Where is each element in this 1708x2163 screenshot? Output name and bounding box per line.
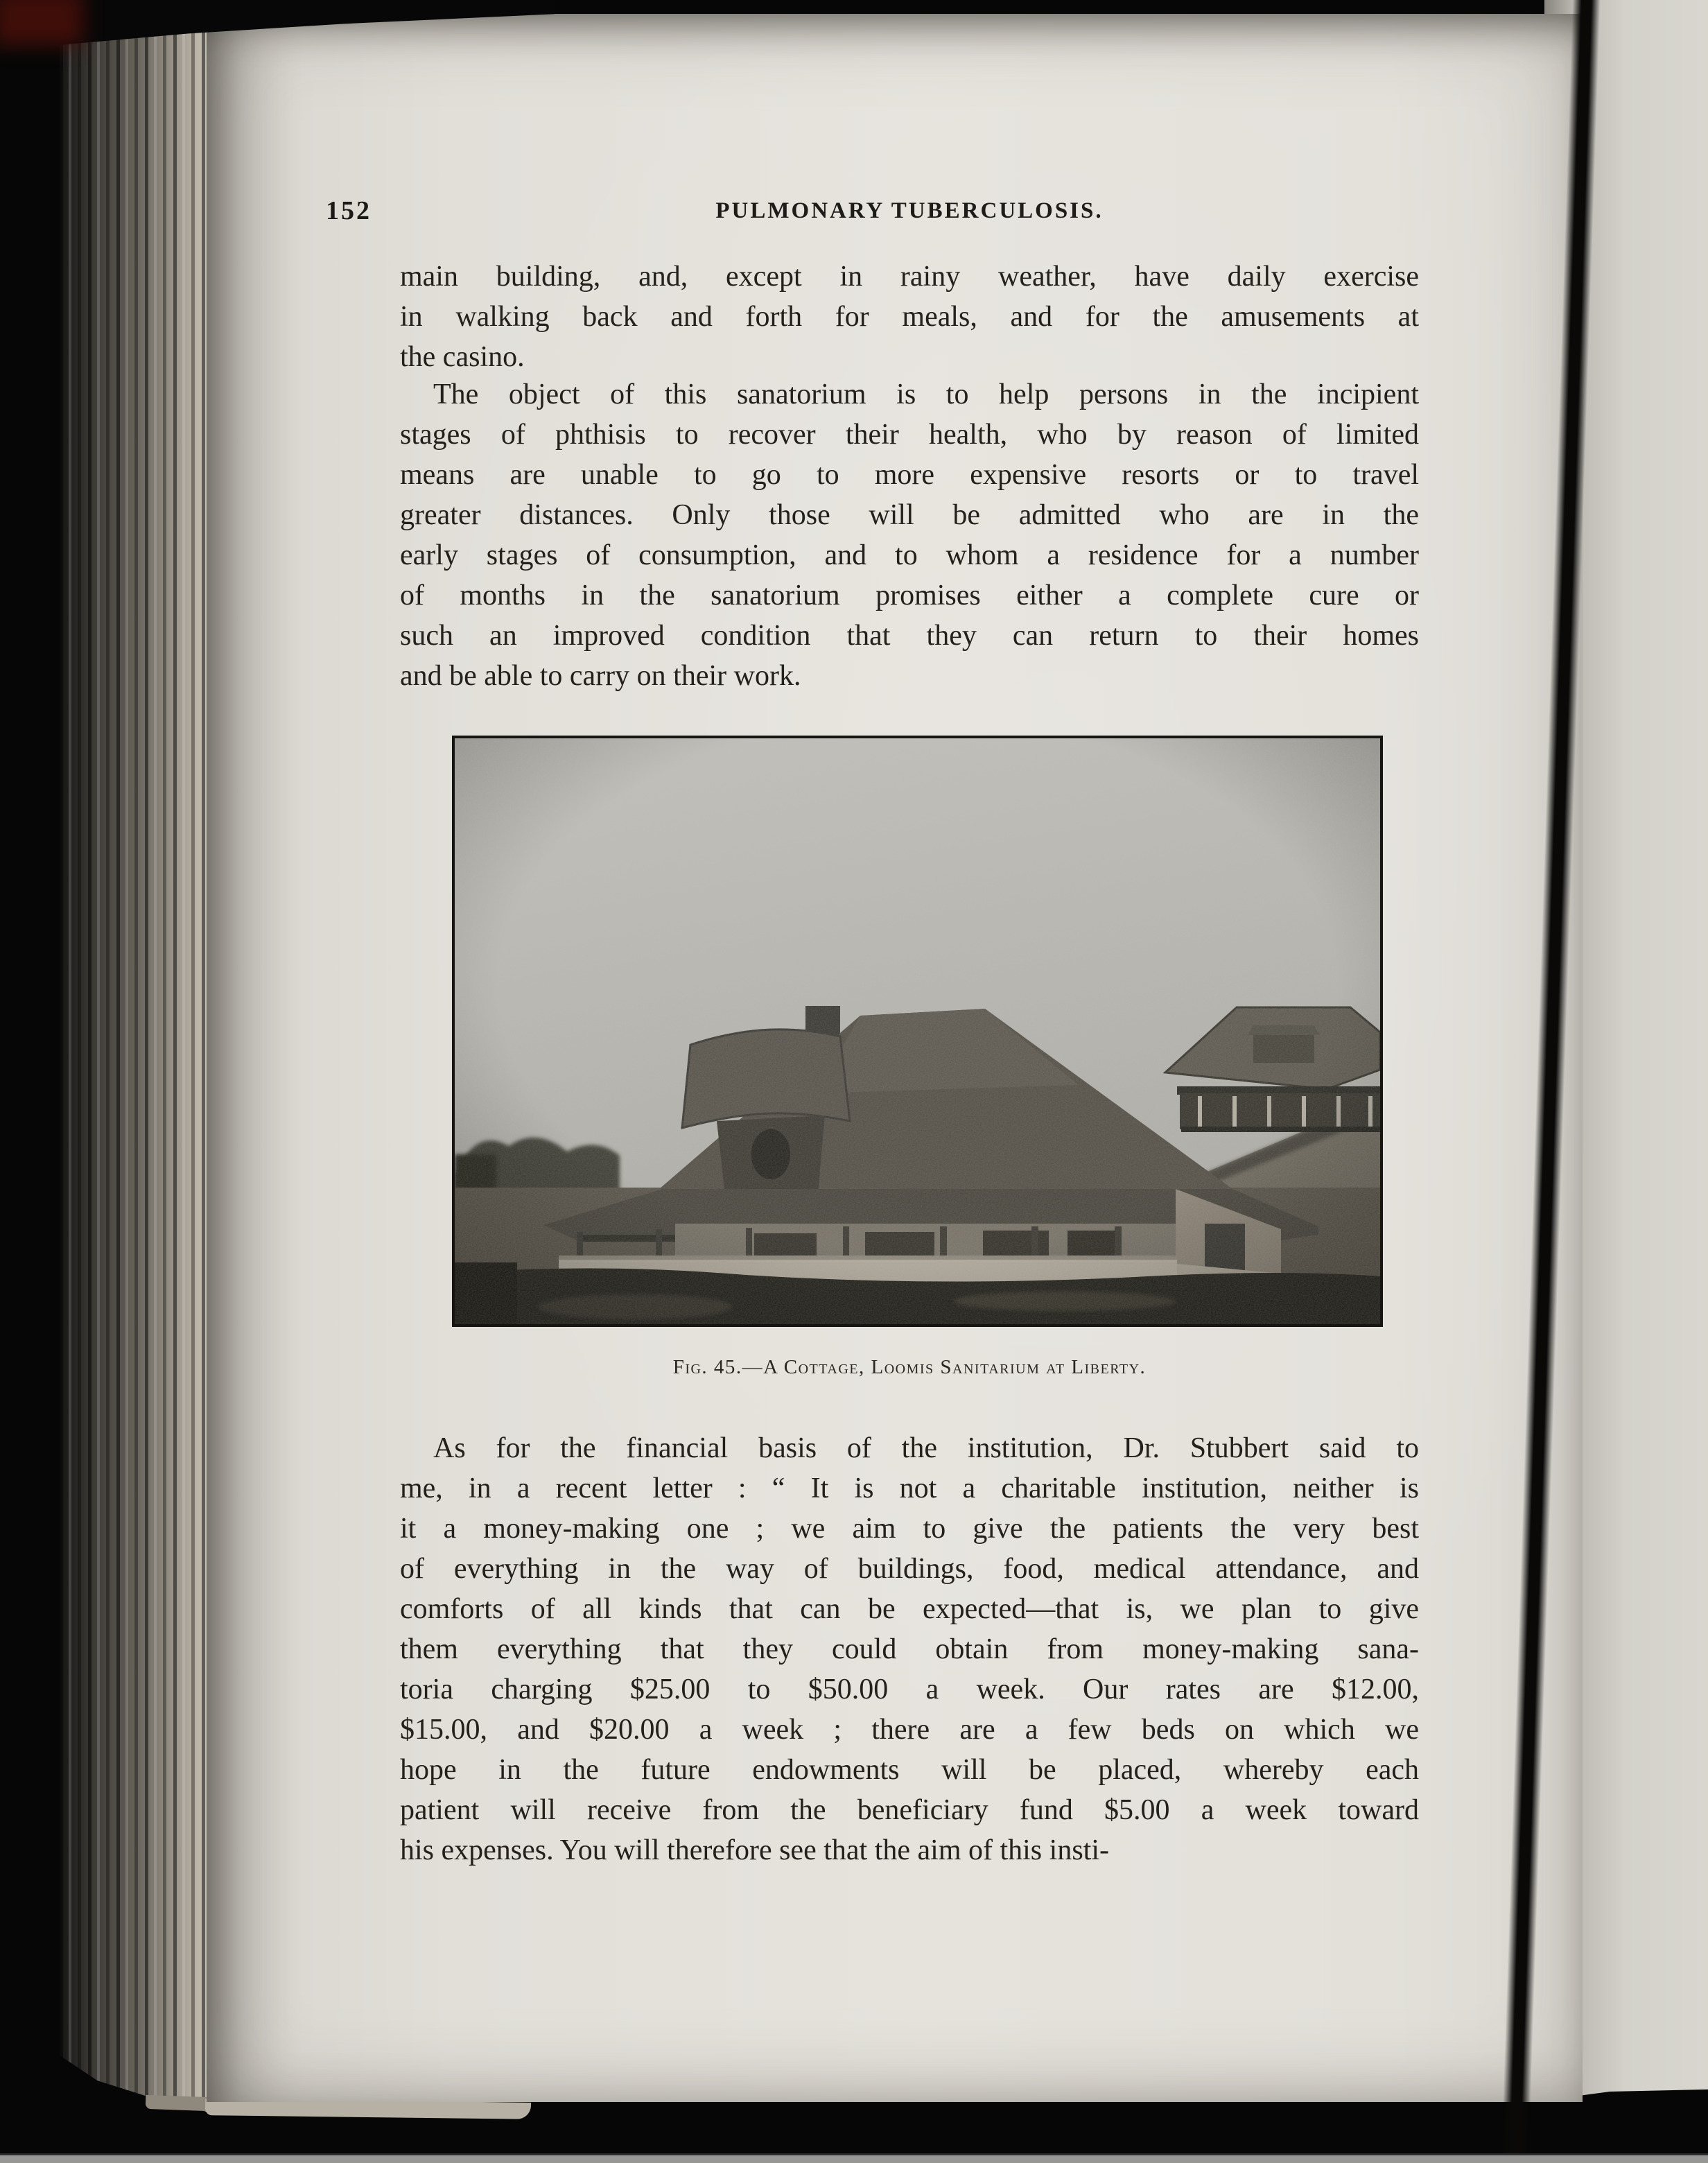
book-page [207,14,1583,2102]
stacked-page-edges-left [60,3,218,2114]
text-line: The object of this sanatorium is to help persons in the incipient [433,379,1419,410]
paragraph-financial-basis [400,1428,1419,1870]
paragraph-object-of-sanatorium [400,374,1419,696]
text-line: comforts of all kinds that can be expected—that is, we plan to give [400,1593,1419,1625]
text-line: and be able to carry on their work. [400,660,801,692]
text-line: greater distances. Only those will be admitted who are in the [400,499,1419,531]
text-line: early stages of consumption, and to whom a residence for a number [400,539,1419,571]
text-line: of everything in the way of buildings, food, medical attendance, and [400,1553,1419,1585]
text-line: it a money-making one ; we aim to give the patients the very best [400,1513,1419,1545]
cottage-photo-illustration [455,738,1380,1324]
text-line: of months in the sanatorium promises either a complete cure or [400,580,1419,611]
text-line: patient will receive from the beneficiary fund $5.00 a week toward [400,1794,1419,1826]
scan-artifact-red-tint [0,0,83,46]
text-line: $15.00, and $20.00 a week ; there are a few beds on which we [400,1714,1419,1746]
text-line: main building, and, except in rainy weather, have daily exercise [400,261,1419,293]
page-number: 152 [326,196,372,225]
figure-caption: Fig. 45.—A Cottage, Loomis Sanitarium at Liberty. [672,1356,1147,1378]
text-line: me, in a recent letter : “ It is not a charitable institution, neither is [400,1473,1419,1504]
text-line: such an improved condition that they can return to their homes [400,620,1419,652]
scanner-bed-edge [0,2153,1708,2163]
text-line: stages of phthisis to recover their health, who by reason of limited [400,419,1419,451]
figure-photo-cottage [452,736,1383,1327]
paragraph-continued [400,257,1419,377]
text-line: toria charging $25.00 to $50.00 a week. Our rates are $12.00, [400,1674,1419,1705]
photo-grain [455,738,1380,1324]
text-line: in walking back and forth for meals, and for the amusements at [400,301,1419,333]
text-line: means are unable to go to more expensive resorts or to travel [400,459,1419,491]
running-header-title: PULMONARY TUBERCULOSIS. [715,198,1104,223]
text-line: the casino. [400,341,525,373]
text-line: his expenses. You will therefore see that the aim of this insti- [400,1834,1109,1866]
text-line: hope in the future endowments will be placed, whereby each [400,1754,1419,1786]
text-line: them everything that they could obtain from money-making sana- [400,1633,1419,1665]
text-line: As for the financial basis of the institution, Dr. Stubbert said to [433,1432,1419,1464]
